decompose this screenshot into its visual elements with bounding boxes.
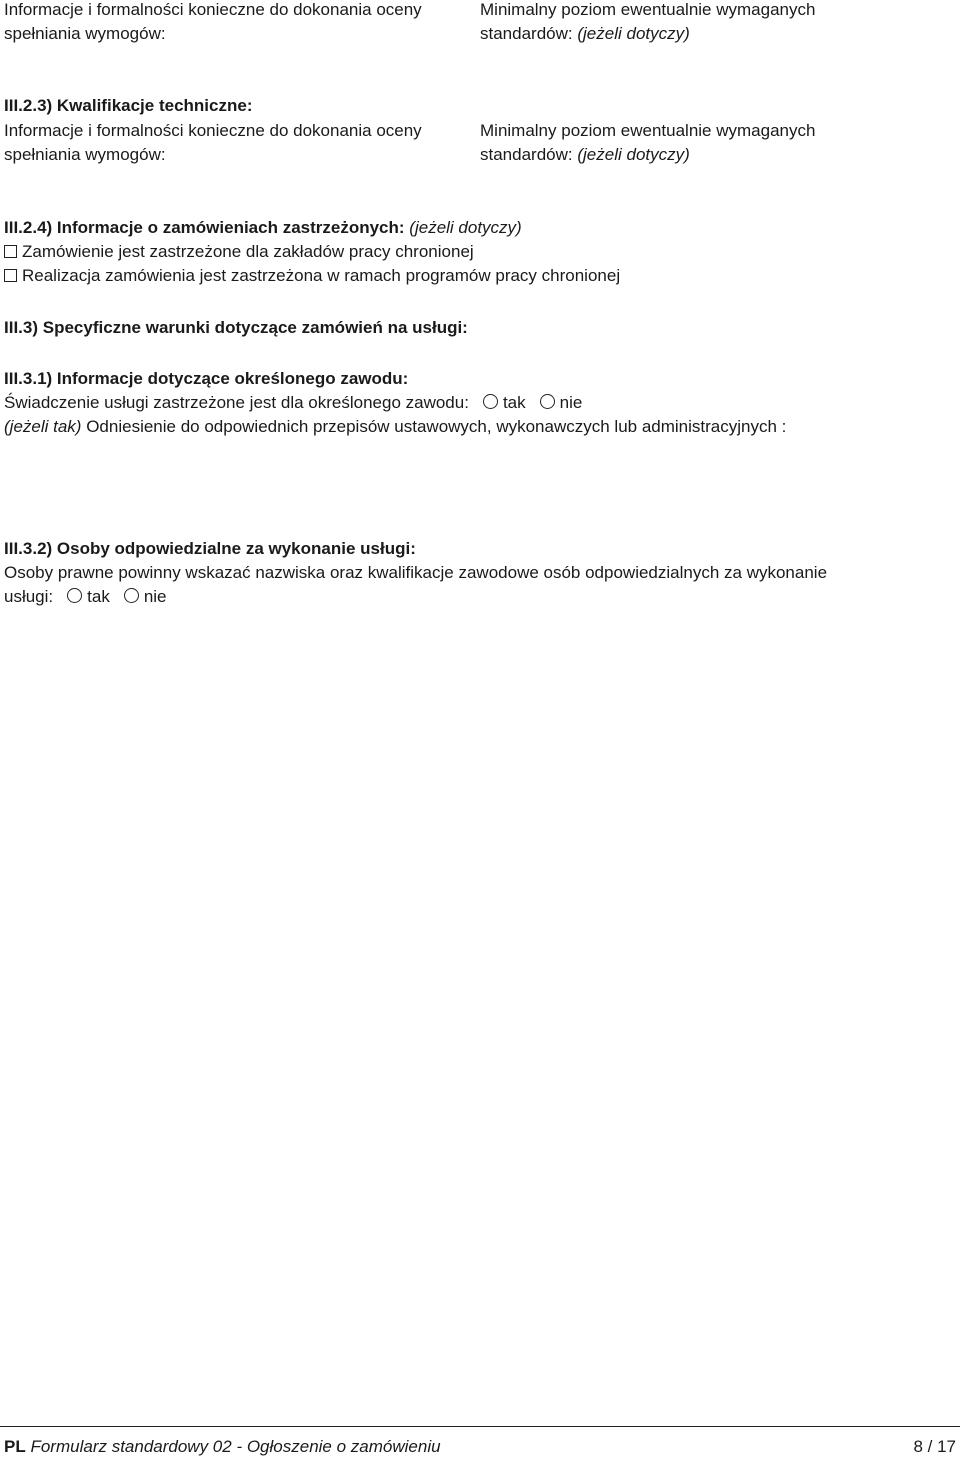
radio-yes-label: tak bbox=[502, 393, 526, 412]
services-label: usługi: bbox=[4, 587, 54, 606]
tech-left-line2: spełniania wymogów: bbox=[4, 145, 166, 164]
radio-no-label: nie bbox=[143, 587, 167, 606]
radio-yes-icon[interactable] bbox=[483, 394, 498, 409]
reserved-contracts-heading: III.2.4) Informacje o zamówieniach zastrzeżonych: bbox=[4, 218, 405, 237]
section-heading-responsible-persons bbox=[4, 539, 416, 559]
page-number: 8 / 17 bbox=[913, 1437, 956, 1456]
checkbox-icon[interactable] bbox=[4, 245, 17, 258]
reserved-option-2[interactable] bbox=[4, 266, 620, 286]
radio-yes-icon[interactable] bbox=[67, 588, 82, 603]
profession-question: Świadczenie usługi zastrzeżone jest dla określonego zawodu: bbox=[4, 393, 469, 412]
tech-left-line1: Informacje i formalności konieczne do dokonania oceny bbox=[4, 121, 422, 140]
standards-label: standardów: bbox=[480, 145, 573, 164]
reserved-option-2-label: Realizacja zamówienia jest zastrzeżona w ramach programów pracy chronionej bbox=[22, 266, 621, 285]
section-heading-service-conditions bbox=[4, 318, 468, 338]
section-heading-profession bbox=[4, 369, 408, 389]
responsible-persons-question-row bbox=[4, 587, 167, 607]
if-applicable-note: (jeżeli dotyczy) bbox=[409, 218, 522, 237]
reserved-option-1[interactable] bbox=[4, 242, 474, 262]
profession-reference-row bbox=[4, 417, 786, 437]
profession-reference-text: Odniesienie do odpowiednich przepisów ustawowych, wykonawczych lub administracyjnych : bbox=[86, 417, 787, 436]
standards-label: standardów: bbox=[480, 24, 573, 43]
if-applicable-note: (jeżeli dotyczy) bbox=[577, 24, 690, 43]
service-conditions-heading: III.3) Specyficzne warunki dotyczące zamówień na usługi: bbox=[4, 318, 468, 337]
radio-no-icon[interactable] bbox=[124, 588, 139, 603]
radio-yes-label: tak bbox=[87, 587, 110, 606]
radio-no-label: nie bbox=[559, 393, 583, 412]
language-code: PL bbox=[4, 1437, 26, 1456]
section-heading-technical bbox=[4, 96, 252, 116]
reserved-option-1-label: Zamówienie jest zastrzeżone dla zakładów pracy chronionej bbox=[22, 242, 474, 261]
if-applicable-note: (jeżeli dotyczy) bbox=[577, 145, 690, 164]
footer-left bbox=[4, 1437, 956, 1457]
section-heading-reserved bbox=[4, 218, 522, 238]
responsible-persons-heading: III.3.2) Osoby odpowiedzialne za wykonanie usługi: bbox=[4, 539, 416, 558]
info-right-line2 bbox=[480, 24, 690, 44]
page-footer bbox=[0, 1426, 960, 1456]
info-right-line1: Minimalny poziom ewentualnie wymaganych bbox=[480, 0, 816, 19]
tech-right-line2 bbox=[480, 145, 690, 165]
radio-no-icon[interactable] bbox=[540, 394, 555, 409]
if-yes-note: (jeżeli tak) bbox=[4, 417, 82, 436]
responsible-persons-line1: Osoby prawne powinny wskazać nazwiska oraz kwalifikacje zawodowe osób odpowiedzialnych za wykonanie bbox=[4, 563, 828, 582]
info-left-line1: Informacje i formalności konieczne do dokonania oceny bbox=[4, 0, 422, 19]
tech-right-line1: Minimalny poziom ewentualnie wymaganych bbox=[480, 121, 816, 140]
form-title: Formularz standardowy 02 - Ogłoszenie o zamówieniu bbox=[30, 1437, 441, 1456]
info-left-line2: spełniania wymogów: bbox=[4, 24, 166, 43]
profession-question-row bbox=[4, 393, 582, 413]
profession-heading: III.3.1) Informacje dotyczące określonego zawodu: bbox=[4, 369, 409, 388]
technical-qualifications-heading: III.2.3) Kwalifikacje techniczne: bbox=[4, 96, 253, 115]
checkbox-icon[interactable] bbox=[4, 269, 17, 282]
